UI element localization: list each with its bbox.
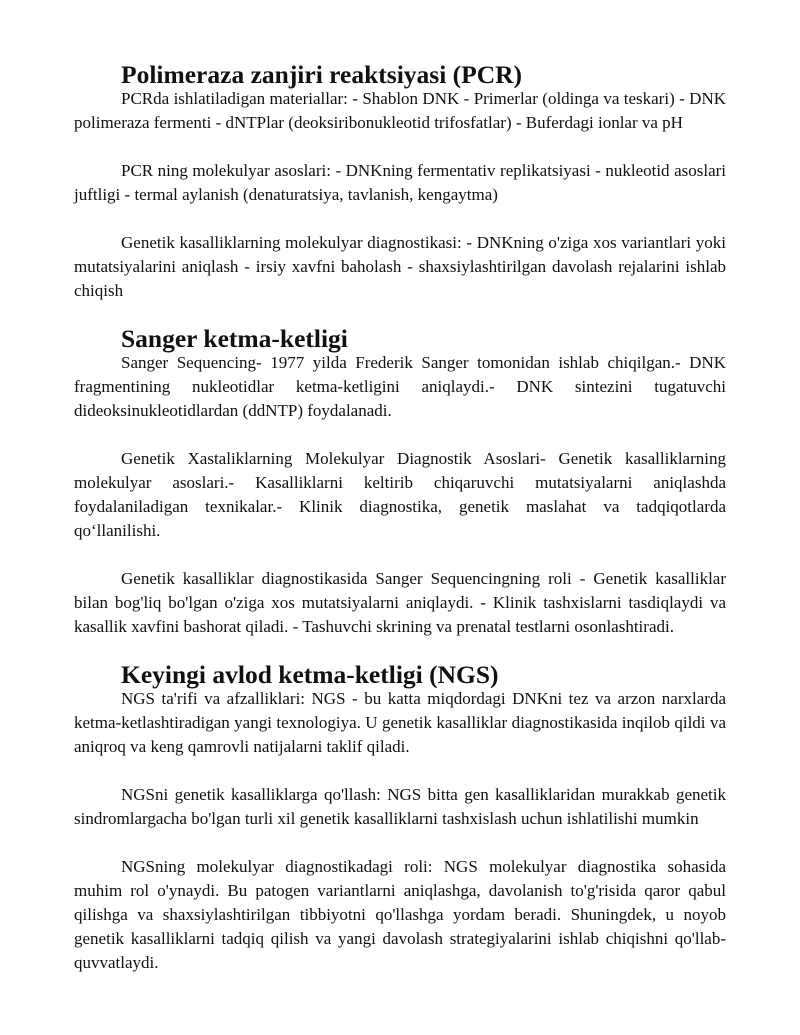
paragraph-ngs-definition: NGS ta'rifi va afzalliklari: NGS - bu katta miqdordagi DNKni tez va arzon narxlarda ketma-ketlashtiradigan yangi texnologiya. U genetik kasalliklar diagnostikasida inqilob qildi va aniqroq va keng qamrovli natijalarni taklif qiladi. xyxy=(74,689,726,756)
paragraph-ngs-application: NGSni genetik kasalliklarga qo'llash: NGS bitta gen kasalliklaridan murakkab genetik sindromlargacha bo'lgan turli xil genetik kasalliklarni tashxislash uchun ishlatilishi mumkin xyxy=(74,785,726,828)
paragraph-pcr-basis: PCR ning molekulyar asoslari: - DNKning fermentativ replikatsiyasi - nukleotid asoslari juftligi - termal aylanish (denaturatsiya, tavlanish, kengaytma) xyxy=(74,161,726,204)
paragraph-sanger-molecular-basis: Genetik Xastaliklarning Molekulyar Diagnostik Asoslari- Genetik kasalliklarning molekulyar asoslari.- Kasalliklarni keltirib chiqaruvchi mutatsiyalarni aniqlashda foydalaniladigan texnikalar.- Klinik diagnostika, genetik maslahat va tadqiqotlarda qo‘llanilishi. xyxy=(74,449,726,540)
section-heading-pcr: Polimeraza zanjiri reaktsiyasi (PCR) xyxy=(121,60,523,89)
paragraph-pcr-diagnostics: Genetik kasalliklarning molekulyar diagnostikasi: - DNKning o'ziga xos variantlari yoki mutatsiyalarini aniqlash - irsiy xavfni baholash - shaxsiylashtirilgan davolash rejalarini ishlab chiqish xyxy=(74,233,726,300)
paragraph-pcr-materials: PCRda ishlatiladigan materiallar: - Shablon DNK - Primerlar (oldinga va teskari) - DNK polimeraza fermenti - dNTPlar (deoksiribonukleotid trifosfatlar) - Buferdagi ionlar va pH xyxy=(74,89,726,132)
section-heading-ngs: Keyingi avlod ketma-ketligi (NGS) xyxy=(121,660,499,689)
section-heading-sanger: Sanger ketma-ketligi xyxy=(121,324,348,353)
paragraph-ngs-role: NGSning molekulyar diagnostikadagi roli: NGS molekulyar diagnostika sohasida muhim rol o'ynaydi. Bu patogen variantlarni aniqlashga, davolanish to'g'risida qaror qabul qilishga va shaxsiylashtirilgan tibbiyotni qo'llashga yordam beradi. Shuningdek, u noyob genetik kasalliklarni tadqiq qilish va yangi davolash strategiyalarini ishlab chiqishni qo'llab-quvvatlaydi. xyxy=(74,857,726,972)
document-page xyxy=(74,60,726,975)
paragraph-sanger-definition: Sanger Sequencing- 1977 yilda Frederik Sanger tomonidan ishlab chiqilgan.- DNK fragmentining nukleotidlar ketma-ketligini aniqlaydi.- DNK sintezini tugatuvchi dideoksinukleotidlardan (ddNTP) foydalanadi. xyxy=(74,353,726,420)
paragraph-sanger-role: Genetik kasalliklar diagnostikasida Sanger Sequencingning roli - Genetik kasalliklar bilan bog'liq bo'lgan o'ziga xos mutatsiyalarni aniqlaydi. - Klinik tashxislarni tasdiqlaydi va kasallik xavfini bashorat qiladi. - Tashuvchi skrining va prenatal testlarni osonlashtiradi. xyxy=(74,569,726,636)
